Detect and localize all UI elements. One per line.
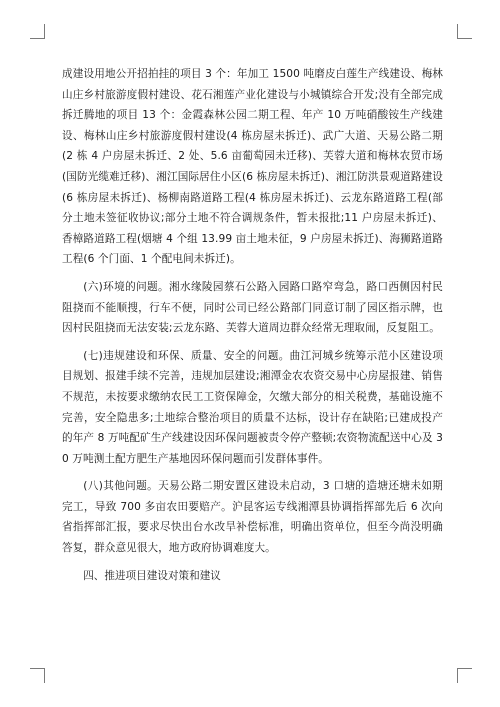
section-heading: 四、推进项目建设对策和建议 xyxy=(83,569,221,582)
paragraph-environment-issue: (六)环境的问题。湘水缘陵园蔡石公路入园路口路窄弯急，路口西侧因村民阻挠而不能顺搜，行车不便，同时公司已经公路部门同意订制了园区指示牌，也因村民阻挠而无法安装;云龙东路、芙蓉大道周边群众经常无理取闹，反复阻工。 xyxy=(62,280,443,335)
crop-mark-top-left xyxy=(30,24,45,39)
crop-mark-bottom-left xyxy=(30,668,45,683)
paragraph-other-issue: (八)其他问题。天易公路二期安置区建设未启动，3 口塘的造塘还塘未如期完工，导致 700 多亩农田要赔产。沪昆客运专线湘潭县协调指挥部先后 6 次向省指挥部汇报，要求尽快出台水改旱补偿标准，明确出资单位，但至今尚没明确答复，群众意见很大，地方政府协调难度大。 xyxy=(62,480,443,555)
paragraph-project-list: 成建设用地公开招拍挂的项目 3 个：年加工 1500 吨磨皮白莲生产线建设、梅林山庄乡村旅游度假村建设、花石湘莲产业化建设与小城镇综合开发;没有全部完成拆迁腾地的项目 13 个：金霞森林公园二期工程、年产 10 万吨硝酸铵生产线建设、梅林山庄乡村旅游度假村建设(4 栋房屋未拆迁)、武广大道、天易公路二期(2 栋 4 户房屋未拆迁、2 处、5.6 亩葡萄园未迁移)、芙蓉大道和梅林农贸市场(国防光缆难迁移)、湘江国际居住小区(6 栋房屋未拆迁)、湘江防洪景观道路建设(6 栋房屋未拆迁)、杨柳南路道路工程(4 栋房屋未拆迁)、云龙东路道路工程(部分土地未签征收协议;部分土地不符合调规条件，暂未报批;11 户房屋未拆迁)、香樟路道路工程(烟塘 4 个组 13.99 亩土地未征，9 户房屋未拆迁)、海狮路道路工程(6 个门面、1 个配电间未拆迁)。 xyxy=(62,68,443,266)
crop-mark-bottom-right xyxy=(457,668,472,683)
paragraph-compliance-issue: (七)违规建设和环保、质量、安全的问题。曲江河城乡统筹示范小区建设项目规划、报建手续不完善，违规加层建设;湘潭金农农资交易中心房屋报建、销售不规范，未按要求缴纳农民工工资保障金，欠缴大部分的相关税费，基础设施不完善，安全隐患多;土地综合整治项目的质量不达标，设计存在缺陷;已建成投产的年产 8 万吨配矿生产线建设因环保问题被责令停产整顿;农资物流配送中心及 30 万吨测土配方肥生产基地因环保问题而引发群体事件。 xyxy=(62,349,443,465)
crop-mark-top-right xyxy=(457,24,472,39)
page-body xyxy=(62,64,443,586)
